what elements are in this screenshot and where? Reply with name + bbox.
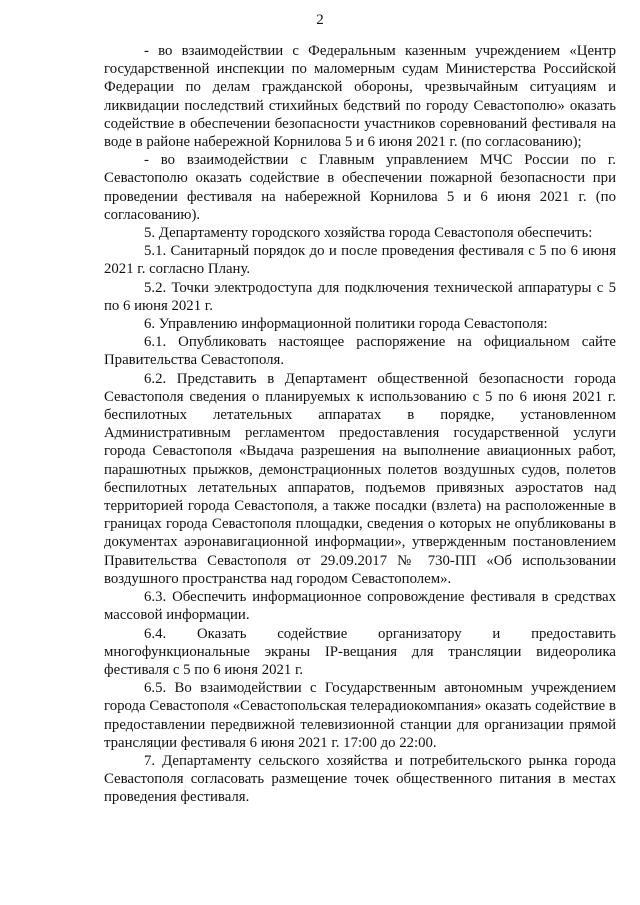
paragraph-item-6: 6. Управлению информационной политики города Севастополя:	[144, 316, 548, 333]
paragraph-item-6-1: 6.1. Опубликовать настоящее распоряжение на официальном сайте Правительства Севастополя.	[104, 334, 616, 369]
paragraph-item-5-2: 5.2. Точки электродоступа для подключения технической аппаратуры с 5 по 6 июня 2021 г.	[104, 279, 616, 314]
paragraph-item-6-4: 6.4. Оказать содействие организатору и предоставить многофункциональные экраны IP-вещания для трансляции видеоролика фестиваля с 5 по 6 июня 2021 г.	[104, 625, 616, 678]
paragraph-fire-safety-mchs: - во взаимодействии с Главным управлением МЧС России по г. Севастополю оказать содействие в обеспечении пожарной безопасности при проведении фестиваля на набережной Корнилова 5 и 6 июня 2021 г. (по согласованию).	[104, 152, 616, 223]
paragraph-item-5-1: 5.1. Санитарный порядок до и после проведения фестиваля с 5 по 6 июня 2021 г. согласно Плану.	[104, 243, 616, 278]
document-body	[104, 42, 616, 807]
paragraph-item-6-2: 6.2. Представить в Департамент общественной безопасности города Севастополя сведения о планируемых к использованию с 5 по 6 июня 2021 г. беспилотных летательных аппаратах в порядке, установленном Административным регламентом предоставления государственной услуги города Севастополя «Выдача разрешения на выполнение авиационных работ, парашютных прыжков, демонстрационных полетов воздушных судов, полетов беспилотных летательных аппаратов, подъемов привязных аэростатов над территорией города Севастополя, а также посадки (взлета) на расположенные в границах города Севастополя площадки, сведения о которых не опубликованы в документах аэронавигационной информации», утвержденным постановлением Правительства Севастополя от 29.09.2017 № 730-ПП «Об использовании воздушного пространства над городом Севастополем».	[104, 370, 616, 587]
paragraph-item-5: 5. Департаменту городского хозяйства города Севастополя обеспечить:	[144, 225, 593, 242]
paragraph-item-7: 7. Департаменту сельского хозяйства и потребительского рынка города Севастополя согласовать размещение точек общественного питания в местах проведения фестиваля.	[104, 752, 616, 806]
paragraph-item-6-5: 6.5. Во взаимодействии с Государственным автономным учреждением города Севастополя «Севастопольская телерадиокомпания» оказать содействие в предоставлении передвижной телевизионной станции для организации прямой трансляции фестиваля 6 июня 2021 г. 17:00 до 22:00.	[104, 680, 616, 751]
page-number: 2	[316, 12, 324, 28]
paragraph-fire-safety-water: - во взаимодействии с Федеральным казенным учреждением «Центр государственной инспекции по маломерным судам Министерства Российской Федерации по делам гражданской обороны, чрезвычайным ситуациям и ликвидации последствий стихийных бедствий по городу Севастополю» оказать содействие в обеспечении безопасности участников соревнований фестиваля на воде в районе набережной Корнилова 5 и 6 июня 2021 г. (по согласованию);	[104, 43, 616, 151]
paragraph-item-6-3: 6.3. Обеспечить информационное сопровождение фестиваля в средствах массовой информации.	[104, 589, 616, 624]
